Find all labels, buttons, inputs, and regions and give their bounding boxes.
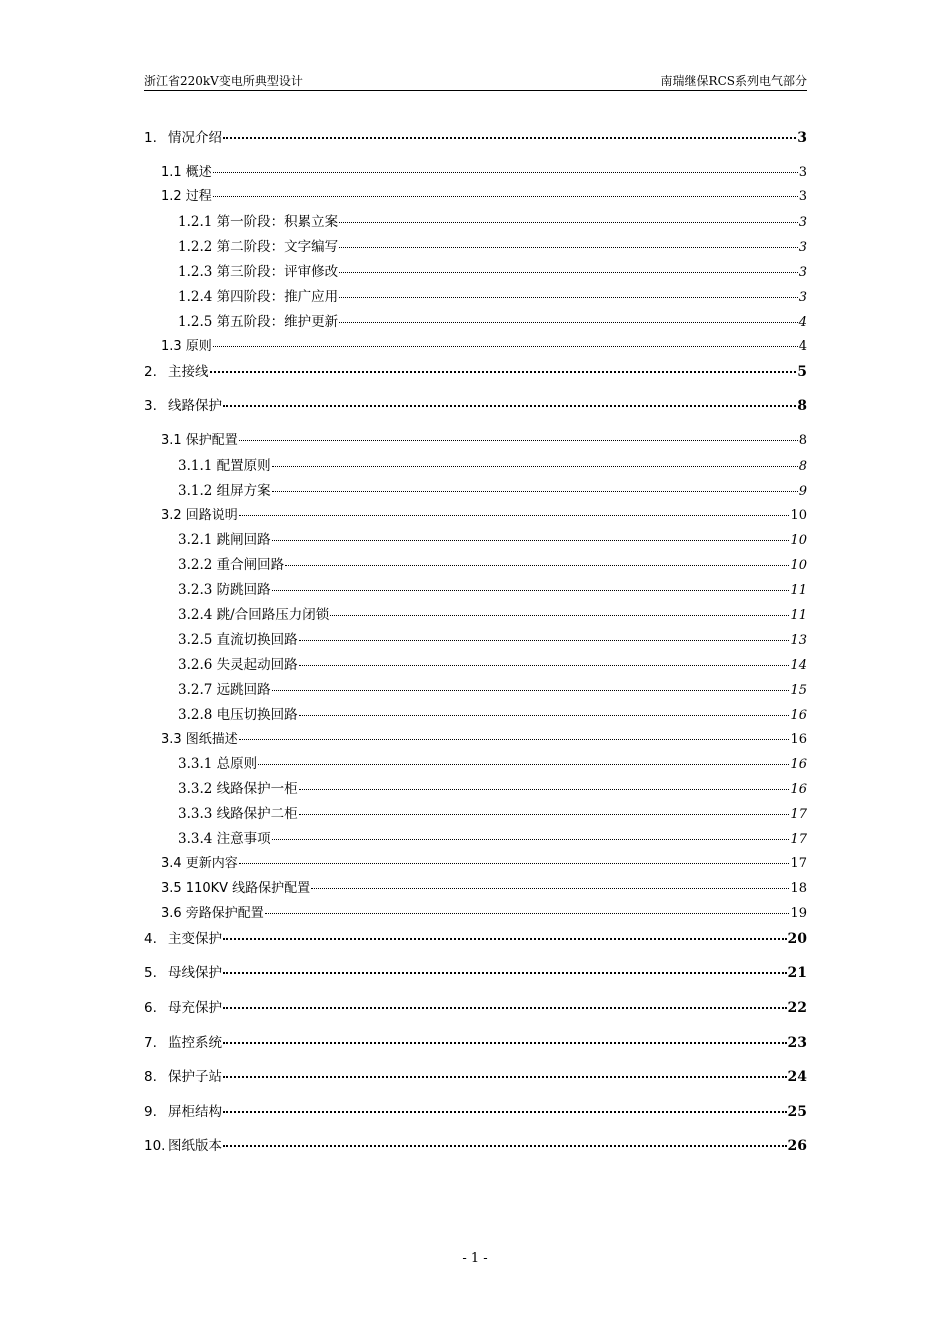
toc-entry[interactable] (144, 1100, 807, 1135)
toc-entry[interactable] (144, 703, 807, 728)
toc-page-number: 8 (798, 458, 807, 474)
toc-page-number: 3 (797, 130, 807, 146)
toc-page-number: 17 (790, 807, 807, 823)
toc-entry-title: 1.2 过程 (161, 189, 212, 205)
toc-dot-leader (272, 839, 790, 840)
toc-entry-title (144, 1100, 222, 1120)
toc-dot-leader (299, 715, 790, 716)
toc-page-number: 22 (787, 999, 807, 1016)
toc-dot-leader (272, 466, 798, 467)
toc-dot-leader (299, 640, 790, 641)
toc-entry-text: 主变保护 (168, 930, 222, 947)
toc-page-number: 23 (787, 1034, 807, 1051)
toc-entry[interactable] (144, 996, 807, 1031)
toc-entry-number: 6. (144, 999, 157, 1016)
toc-entry[interactable] (144, 360, 807, 395)
toc-entry-number: 8. (144, 1069, 157, 1086)
toc-page-number: 24 (787, 1069, 807, 1086)
toc-entry[interactable] (144, 653, 807, 678)
toc-page-number: 5 (797, 363, 807, 380)
toc-dot-leader (223, 1111, 787, 1113)
toc-page-number: 17 (790, 856, 807, 872)
toc-entry-title (144, 927, 222, 947)
toc-entry[interactable] (144, 504, 807, 529)
toc-dot-leader (223, 972, 787, 974)
toc-entry-title: 3.3.2 线路保护一柜 (178, 781, 298, 798)
toc-dot-leader (299, 789, 790, 790)
toc-dot-leader (330, 615, 789, 616)
toc-page-number: 25 (787, 1103, 807, 1120)
toc-dot-leader (223, 1007, 787, 1009)
toc-entry-title: 3.1 保护配置 (161, 432, 238, 448)
toc-entry-text: 情况介绍 (168, 130, 222, 146)
toc-entry[interactable] (144, 628, 807, 653)
toc-entry[interactable] (144, 126, 807, 161)
toc-page-number: 3 (798, 290, 807, 306)
toc-page-number: 10 (790, 533, 807, 549)
toc-page-number: 8 (797, 398, 807, 415)
toc-dot-leader (265, 913, 790, 914)
toc-entry[interactable] (144, 479, 807, 504)
toc-entry-title: 1.1 概述 (161, 164, 212, 180)
toc-entry-number: 4. (144, 930, 157, 947)
toc-entry[interactable] (144, 185, 807, 210)
toc-entry[interactable] (144, 553, 807, 578)
toc-entry-title: 1.2.2 第二阶段：文字编写 (178, 239, 339, 256)
toc-entry[interactable] (144, 728, 807, 753)
toc-entry-text: 母线保护 (168, 965, 222, 982)
toc-page-number: 26 (787, 1138, 807, 1155)
toc-entry-text: 屏柜结构 (168, 1103, 222, 1120)
toc-entry-number: 5. (144, 965, 157, 982)
toc-entry-title (144, 1031, 222, 1051)
toc-page-number: 20 (787, 930, 807, 947)
toc-page-number: 4 (798, 338, 807, 354)
toc-page-number: 17 (790, 832, 807, 848)
toc-entry-title: 1.2.3 第三阶段：评审修改 (178, 264, 339, 281)
toc-page-number: 15 (790, 682, 807, 698)
toc-entry[interactable] (144, 877, 807, 902)
toc-page-number: 10 (790, 507, 807, 523)
toc-dot-leader (299, 665, 790, 666)
toc-dot-leader (339, 272, 798, 273)
toc-entry[interactable] (144, 802, 807, 827)
toc-entry[interactable] (144, 927, 807, 962)
toc-page-number: 10 (790, 558, 807, 574)
toc-entry-title: 3.6 旁路保护配置 (161, 905, 264, 921)
toc-entry-number: 9. (144, 1103, 157, 1120)
toc-entry[interactable] (144, 210, 807, 235)
toc-entry[interactable] (144, 161, 807, 186)
toc-entry-title: 3.2.2 重合闸回路 (178, 557, 285, 574)
toc-page-number: 16 (790, 731, 807, 747)
toc-entry[interactable] (144, 777, 807, 802)
toc-entry-title: 1.2.5 第五阶段：维护更新 (178, 313, 339, 330)
toc-page-number: 3 (798, 240, 807, 256)
toc-page-number: 9 (798, 483, 807, 499)
toc-entry[interactable] (144, 1134, 807, 1169)
toc-page-number: 3 (798, 265, 807, 281)
toc-page-number: 16 (790, 707, 807, 723)
toc-page-number: 8 (798, 432, 807, 448)
toc-entry-text: 线路保护 (168, 398, 222, 415)
toc-entry-title (144, 996, 222, 1016)
toc-entry[interactable] (144, 285, 807, 310)
toc-entry-text: 图纸版本 (168, 1138, 222, 1155)
toc-entry-title: 3.2.8 电压切换回路 (178, 706, 298, 723)
toc-dot-leader (339, 322, 798, 323)
toc-entry[interactable] (144, 902, 807, 927)
table-of-contents (144, 126, 807, 1169)
toc-page-number: 16 (790, 757, 807, 773)
toc-dot-leader (311, 888, 789, 889)
toc-entry-title: 3.2.6 失灵起动回路 (178, 656, 298, 673)
toc-entry-title (144, 360, 209, 380)
toc-entry-title: 3.3.3 线路保护二柜 (178, 806, 298, 823)
toc-dot-leader (258, 764, 789, 765)
toc-entry-title: 3.2.3 防跳回路 (178, 582, 271, 599)
toc-page-number: 21 (787, 965, 807, 982)
toc-entry[interactable] (144, 578, 807, 603)
toc-dot-leader (239, 515, 790, 516)
toc-page-number: 4 (798, 314, 807, 330)
toc-dot-leader (223, 1145, 787, 1147)
toc-entry-title: 3.1.2 组屏方案 (178, 482, 271, 499)
toc-dot-leader (223, 137, 796, 139)
toc-entry[interactable] (144, 752, 807, 777)
toc-entry-title (144, 1134, 222, 1154)
toc-entry-title: 3.5 110KV 线路保护配置 (161, 880, 311, 896)
toc-entry-title: 3.3.1 总原则 (178, 756, 258, 773)
toc-page-number: 11 (790, 583, 807, 599)
toc-dot-leader (239, 739, 790, 740)
toc-entry-number: 10. (144, 1138, 166, 1155)
toc-entry-title (144, 961, 222, 981)
toc-entry[interactable] (144, 961, 807, 996)
toc-page-number: 13 (790, 633, 807, 649)
toc-dot-leader (239, 440, 798, 441)
page-header (144, 72, 807, 91)
toc-entry-text: 监控系统 (168, 1034, 222, 1051)
toc-page-number: 11 (790, 608, 807, 624)
toc-dot-leader (223, 1042, 787, 1044)
toc-page-number: 3 (798, 164, 807, 180)
toc-dot-leader (272, 491, 798, 492)
toc-dot-leader (223, 938, 787, 940)
toc-page-number: 3 (798, 215, 807, 231)
toc-entry-title: 1.3 原则 (161, 338, 212, 354)
toc-entry[interactable] (144, 310, 807, 335)
toc-entry-title (144, 394, 222, 414)
toc-dot-leader (272, 690, 790, 691)
toc-entry[interactable] (144, 1065, 807, 1100)
toc-dot-leader (285, 565, 789, 566)
toc-dot-leader (272, 540, 790, 541)
toc-dot-leader (339, 222, 798, 223)
toc-entry-number: 3. (144, 398, 157, 415)
toc-entry-title: 3.2.1 跳闸回路 (178, 532, 271, 549)
toc-dot-leader (299, 814, 790, 815)
toc-entry[interactable] (144, 429, 807, 454)
toc-entry[interactable] (144, 235, 807, 260)
toc-dot-leader (213, 346, 798, 347)
toc-entry-title: 1.2.1 第一阶段：积累立案 (178, 214, 339, 231)
toc-dot-leader (210, 371, 797, 373)
toc-dot-leader (339, 247, 798, 248)
toc-entry-text: 母充保护 (168, 999, 222, 1016)
toc-dot-leader (272, 590, 790, 591)
toc-entry-title (144, 126, 222, 146)
toc-entry-number: 2. (144, 363, 157, 380)
toc-entry-title: 3.3 图纸描述 (161, 731, 238, 747)
toc-entry[interactable] (144, 260, 807, 285)
toc-dot-leader (339, 297, 798, 298)
toc-entry-text: 保护子站 (168, 1069, 222, 1086)
toc-dot-leader (223, 1076, 787, 1078)
toc-entry[interactable] (144, 678, 807, 703)
toc-entry[interactable] (144, 335, 807, 360)
toc-entry-title: 3.2 回路说明 (161, 507, 238, 523)
toc-entry[interactable] (144, 454, 807, 479)
toc-entry-title: 3.2.4 跳/合回路压力闭锁 (178, 607, 330, 624)
toc-entry-title (144, 1065, 222, 1085)
toc-entry-number: 1. (144, 130, 157, 146)
toc-entry-title: 3.2.5 直流切换回路 (178, 632, 298, 649)
toc-page-number: 19 (790, 905, 807, 921)
toc-entry-title: 3.1.1 配置原则 (178, 457, 271, 474)
toc-entry-title: 3.2.7 远跳回路 (178, 681, 271, 698)
toc-entry[interactable] (144, 603, 807, 628)
toc-page-number: 18 (790, 880, 807, 896)
toc-entry[interactable] (144, 852, 807, 877)
toc-page-number: 16 (790, 782, 807, 798)
toc-entry-title: 3.4 更新内容 (161, 856, 238, 872)
toc-page-number: 14 (790, 657, 807, 673)
header-right: 南瑞继保RCS系列电气部分 (660, 74, 807, 88)
toc-entry[interactable] (144, 528, 807, 553)
toc-entry-title: 3.3.4 注意事项 (178, 831, 271, 848)
toc-entry-text: 主接线 (168, 363, 209, 380)
toc-entry[interactable] (144, 827, 807, 852)
toc-dot-leader (213, 196, 798, 197)
toc-page-number: 3 (798, 189, 807, 205)
toc-dot-leader (213, 172, 798, 173)
toc-entry-number: 7. (144, 1034, 157, 1051)
toc-dot-leader (223, 405, 796, 407)
toc-dot-leader (239, 863, 790, 864)
toc-entry[interactable] (144, 1031, 807, 1066)
page-number: - 1 - (462, 1251, 488, 1266)
toc-entry[interactable] (144, 394, 807, 429)
header-left: 浙江省220kV变电所典型设计 (144, 74, 303, 88)
toc-entry-title: 1.2.4 第四阶段：推广应用 (178, 289, 339, 306)
